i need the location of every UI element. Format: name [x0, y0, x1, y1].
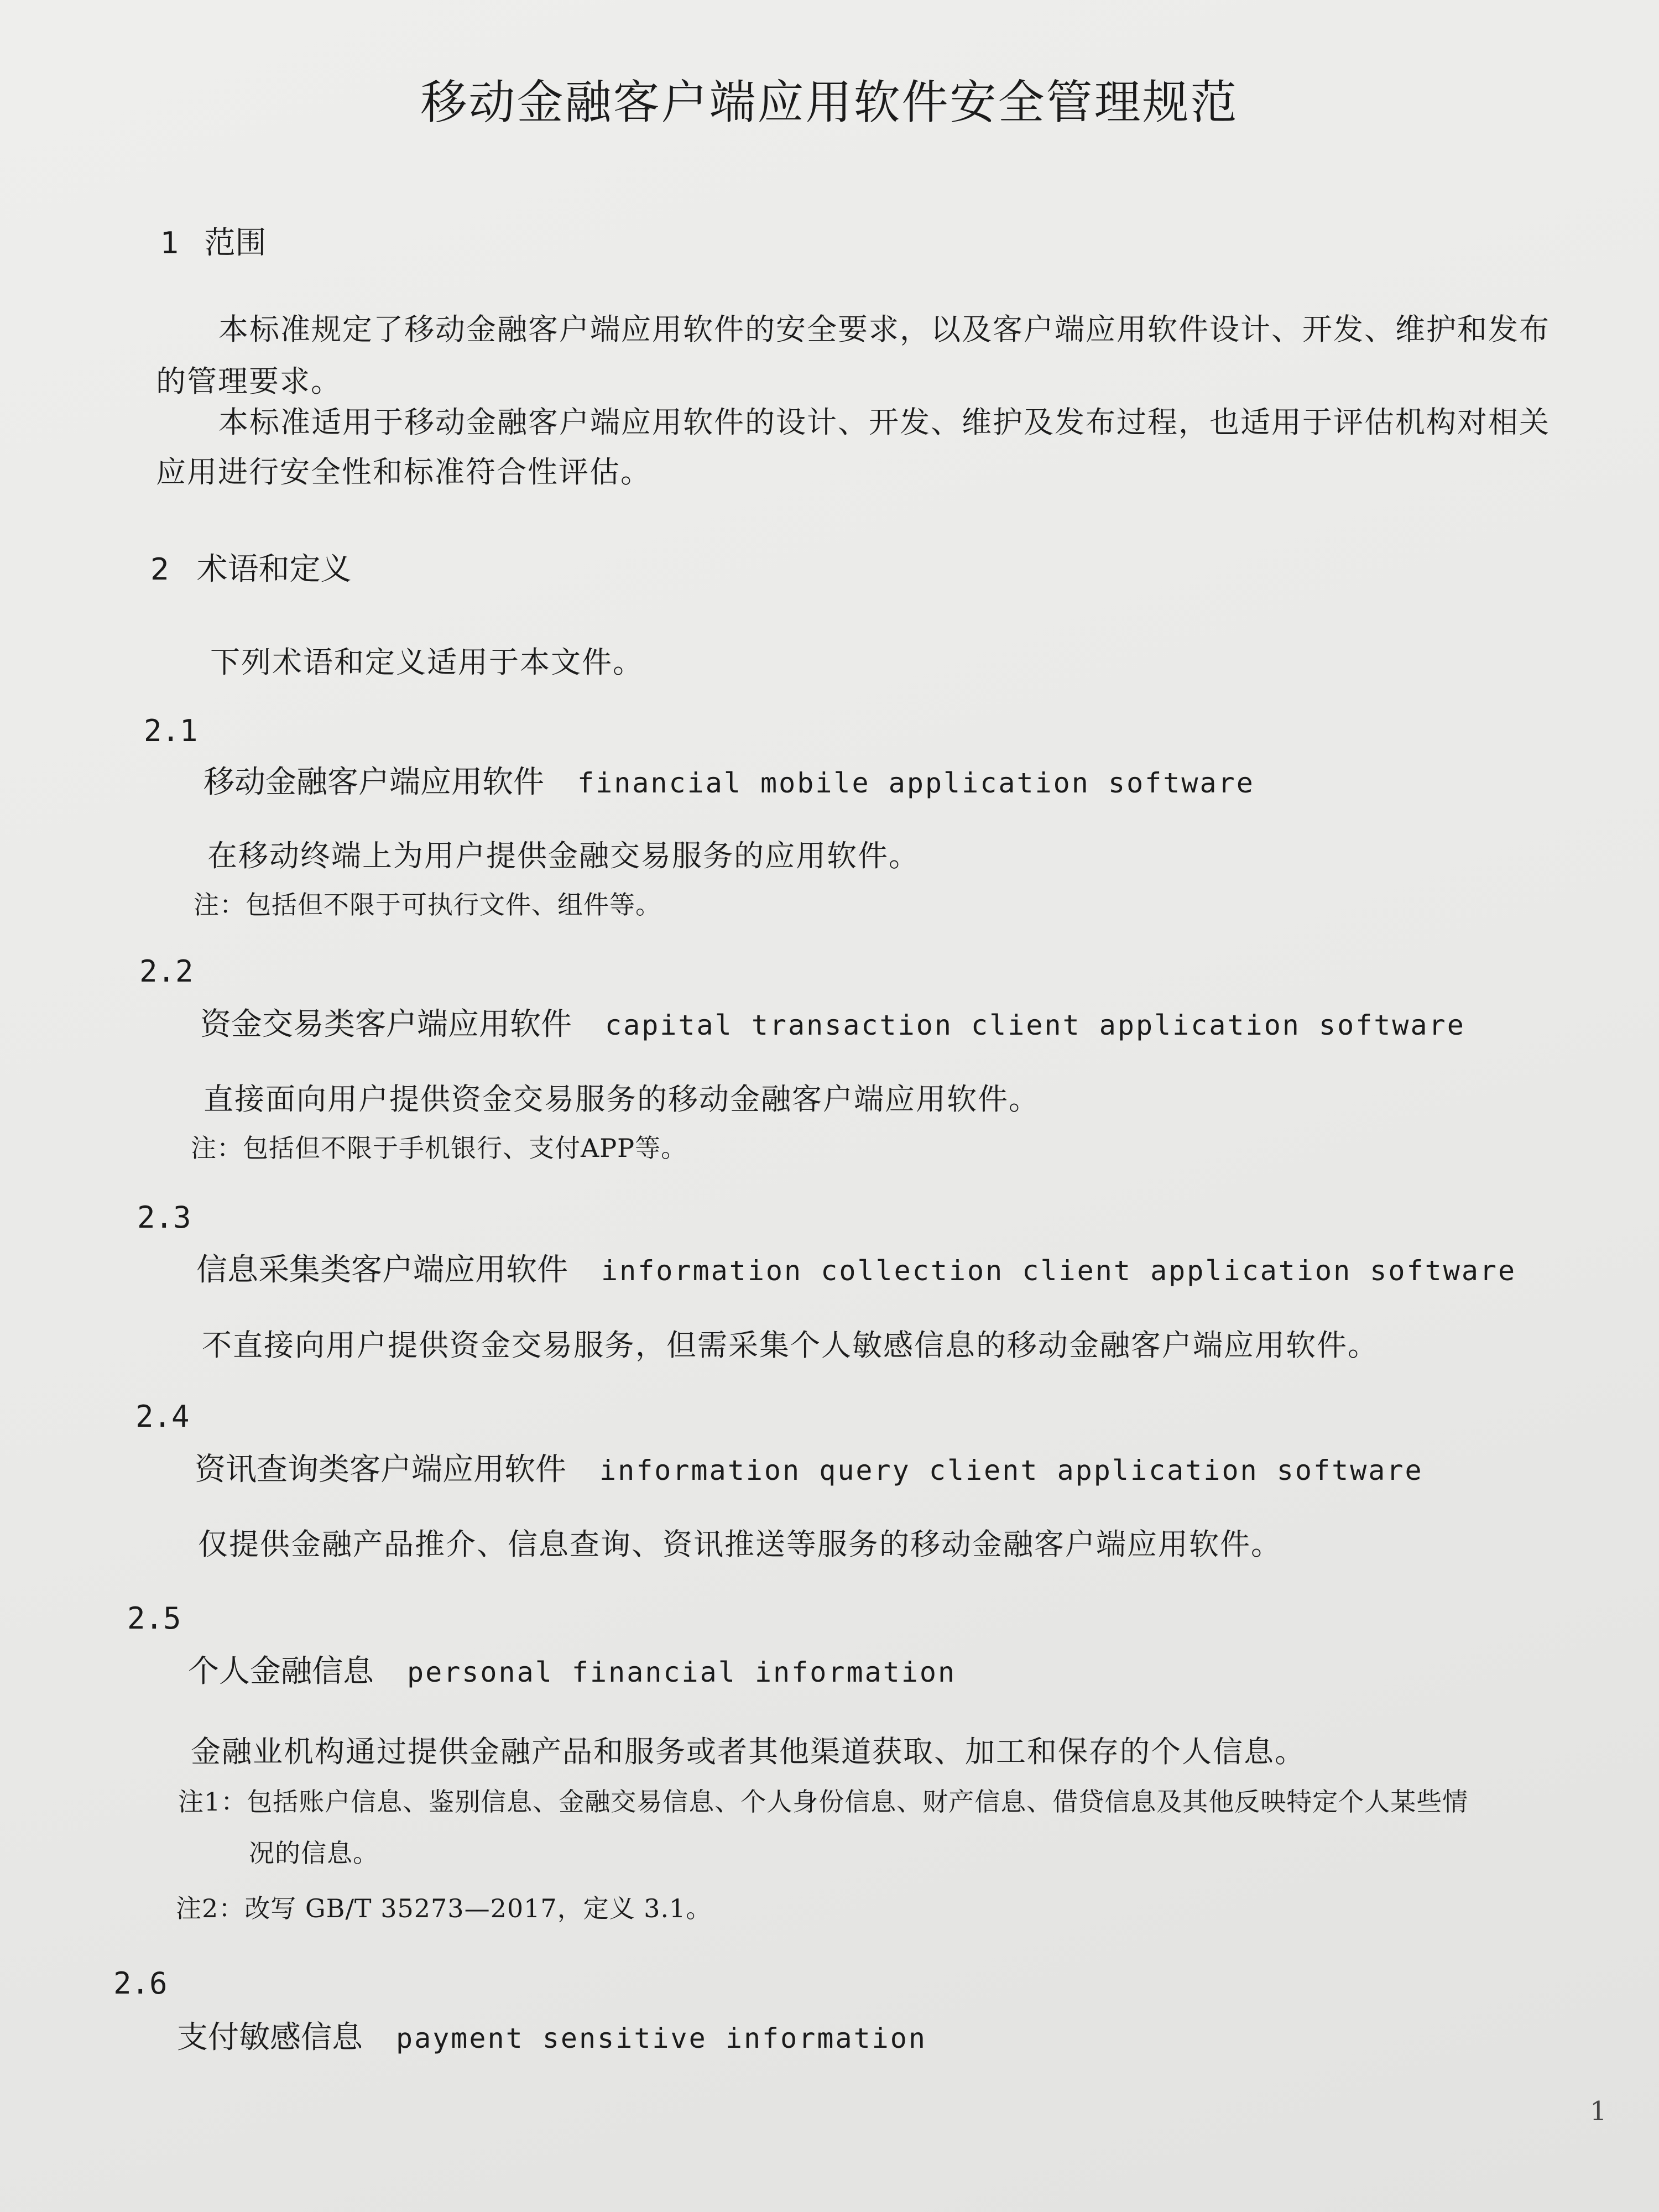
term-note: 注：包括但不限于手机银行、支付APP等。 — [191, 1133, 687, 1163]
term-number: 2.6 — [113, 1966, 168, 2001]
paragraph-line: 的管理要求。 — [156, 364, 342, 399]
term-definition: 仅提供金融产品推介、信息查询、资讯推送等服务的移动金融客户端应用软件。 — [198, 1527, 1282, 1562]
paragraph-line: 应用进行安全性和标准符合性评估。 — [156, 455, 651, 489]
section-1-heading — [160, 218, 266, 263]
term-chinese-name: 资讯查询类客户端应用软件 — [195, 1452, 566, 1488]
term-definition: 在移动终端上为用户提供金融交易服务的应用软件。 — [207, 838, 920, 873]
term-note: 注：包括但不限于可执行文件、组件等。 — [194, 890, 661, 920]
term-chinese-name: 资金交易类客户端应用软件 — [200, 1006, 572, 1042]
term-number: 2.1 — [144, 713, 198, 748]
term-heading — [204, 758, 1255, 802]
term-note-continuation: 况的信息。 — [249, 1838, 379, 1868]
term-chinese-name: 移动金融客户端应用软件 — [204, 764, 544, 800]
term-english-name: financial mobile application software — [577, 767, 1255, 799]
term-heading — [188, 1647, 956, 1691]
term-english-name: personal financial information — [407, 1656, 957, 1688]
paragraph-line: 本标准适用于移动金融客户端应用软件的设计、开发、维护及发布过程，也适用于评估机构对相关 — [218, 405, 1550, 440]
section-number: 2 — [150, 552, 170, 587]
term-definition: 直接面向用户提供资金交易服务的移动金融客户端应用软件。 — [204, 1082, 1040, 1117]
section-number: 1 — [160, 226, 180, 260]
term-number: 2.3 — [137, 1200, 191, 1235]
term-number: 2.5 — [127, 1601, 181, 1636]
section-2-heading — [150, 545, 351, 589]
term-heading — [195, 1445, 1423, 1489]
term-chinese-name: 信息采集类客户端应用软件 — [196, 1252, 568, 1288]
term-english-name: information collection client application software — [601, 1255, 1517, 1287]
page-number: 1 — [1590, 2096, 1607, 2127]
term-english-name: payment sensitive information — [396, 2022, 927, 2054]
term-number: 2.2 — [139, 954, 194, 989]
term-definition: 金融业机构通过提供金融产品和服务或者其他渠道获取、加工和保存的个人信息。 — [191, 1734, 1306, 1769]
document-title: 移动金融客户端应用软件安全管理规范 — [420, 75, 1239, 129]
term-heading — [200, 1000, 1465, 1044]
term-english-name: information query client application software — [599, 1454, 1423, 1486]
term-note: 注2：改写 GB/T 35273—2017，定义 3.1。 — [176, 1893, 712, 1923]
section-title: 术语和定义 — [196, 551, 352, 587]
term-english-name: capital transaction client application software — [605, 1009, 1465, 1041]
term-chinese-name: 支付敏感信息 — [177, 2020, 363, 2056]
paragraph-line: 本标准规定了移动金融客户端应用软件的安全要求，以及客户端应用软件设计、开发、维护和发布 — [218, 312, 1550, 347]
term-note: 注1：包括账户信息、鉴别信息、金融交易信息、个人身份信息、财产信息、借贷信息及其他反映特定个人某些情 — [178, 1787, 1469, 1817]
term-heading — [177, 2013, 927, 2057]
term-chinese-name: 个人金融信息 — [188, 1653, 374, 1689]
section-intro: 下列术语和定义适用于本文件。 — [210, 645, 644, 680]
term-definition: 不直接向用户提供资金交易服务，但需采集个人敏感信息的移动金融客户端应用软件。 — [202, 1328, 1379, 1363]
section-title: 范围 — [204, 225, 267, 261]
term-heading — [196, 1245, 1516, 1290]
term-number: 2.4 — [135, 1399, 190, 1434]
